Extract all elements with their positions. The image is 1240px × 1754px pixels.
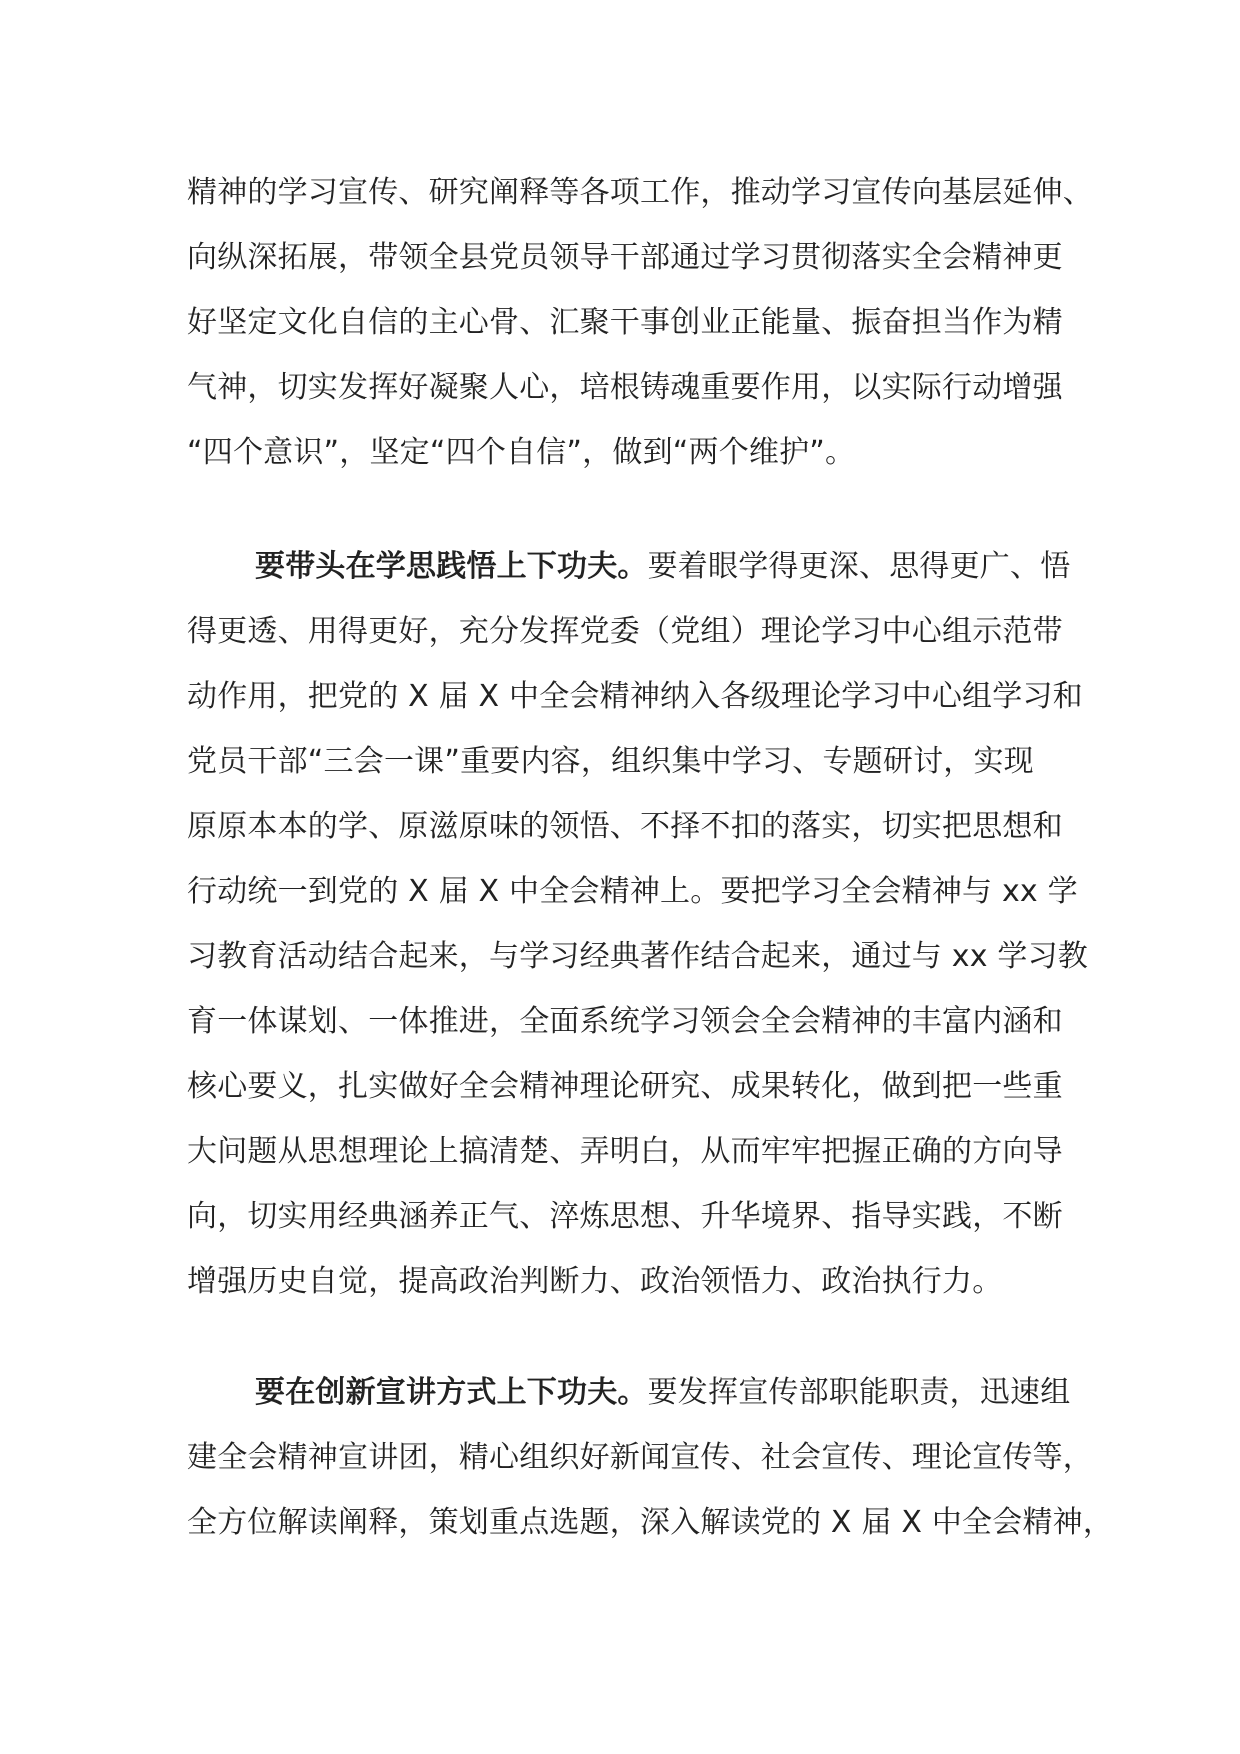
paragraph-first-line [187, 1360, 1087, 1425]
text-line: 好坚定文化自信的主心骨、汇聚干事创业正能量、振奋担当作为精 [187, 305, 1063, 340]
text-line: 动作用，把党的 X 届 X 中全会精神纳入各级理论学习中心组学习和 [187, 679, 1083, 714]
text-line: 原原本本的学、原滋原味的领悟、不择不扣的落实，切实把思想和 [187, 809, 1063, 844]
text-line: 全方位解读阐释，策划重点选题，深入解读党的 X 届 X 中全会精神， [187, 1505, 1114, 1540]
text-line: 行动统一到党的 X 届 X 中全会精神上。要把学习全会精神与 xx 学 [187, 874, 1078, 909]
paragraph-3 [187, 1360, 1114, 1555]
text-line: 习教育活动结合起来，与学习经典著作结合起来，通过与 xx 学习教 [187, 939, 1088, 974]
paragraph-heading: 要在创新宣讲方式上下功夫。 [255, 1375, 648, 1410]
paragraph-heading: 要带头在学思践悟上下功夫。 [255, 549, 648, 584]
text-line: 大问题从思想理论上搞清楚、弄明白，从而牢牢把握正确的方向导 [187, 1134, 1063, 1169]
paragraph-1 [187, 160, 1093, 485]
text-line: 增强历史自觉，提高政治判断力、政治领悟力、政治执行力。 [187, 1264, 1003, 1299]
text-line: 建全会精神宣讲团，精心组织好新闻宣传、社会宣传、理论宣传等， [187, 1440, 1093, 1475]
paragraph-first-line-text: 要着眼学得更深、思得更广、悟 [647, 549, 1071, 584]
text-line: 得更透、用得更好，充分发挥党委（党组）理论学习中心组示范带 [187, 614, 1063, 649]
text-line: 气神，切实发挥好凝聚人心，培根铸魂重要作用，以实际行动增强 [187, 370, 1063, 405]
paragraph-first-line [187, 534, 1087, 599]
text-line: 向纵深拓展，带领全县党员领导干部通过学习贯彻落实全会精神更 [187, 240, 1063, 275]
text-line: 向，切实用经典涵养正气、淬炼思想、升华境界、指导实践，不断 [187, 1199, 1063, 1234]
text-line: “四个意识”，坚定“四个自信”，做到“两个维护”。 [187, 435, 856, 470]
text-line: 育一体谋划、一体推进，全面系统学习领会全会精神的丰富内涵和 [187, 1004, 1063, 1039]
text-line: 党员干部“三会一课”重要内容，组织集中学习、专题研讨，实现 [187, 744, 1034, 779]
text-line: 核心要义，扎实做好全会精神理论研究、成果转化，做到把一些重 [187, 1069, 1063, 1104]
text-line: 精神的学习宣传、研究阐释等各项工作，推动学习宣传向基层延伸、 [187, 175, 1093, 210]
paragraph-first-line-text: 要发挥宣传部职能职责，迅速组 [647, 1375, 1071, 1410]
paragraph-2 [187, 534, 1087, 1314]
